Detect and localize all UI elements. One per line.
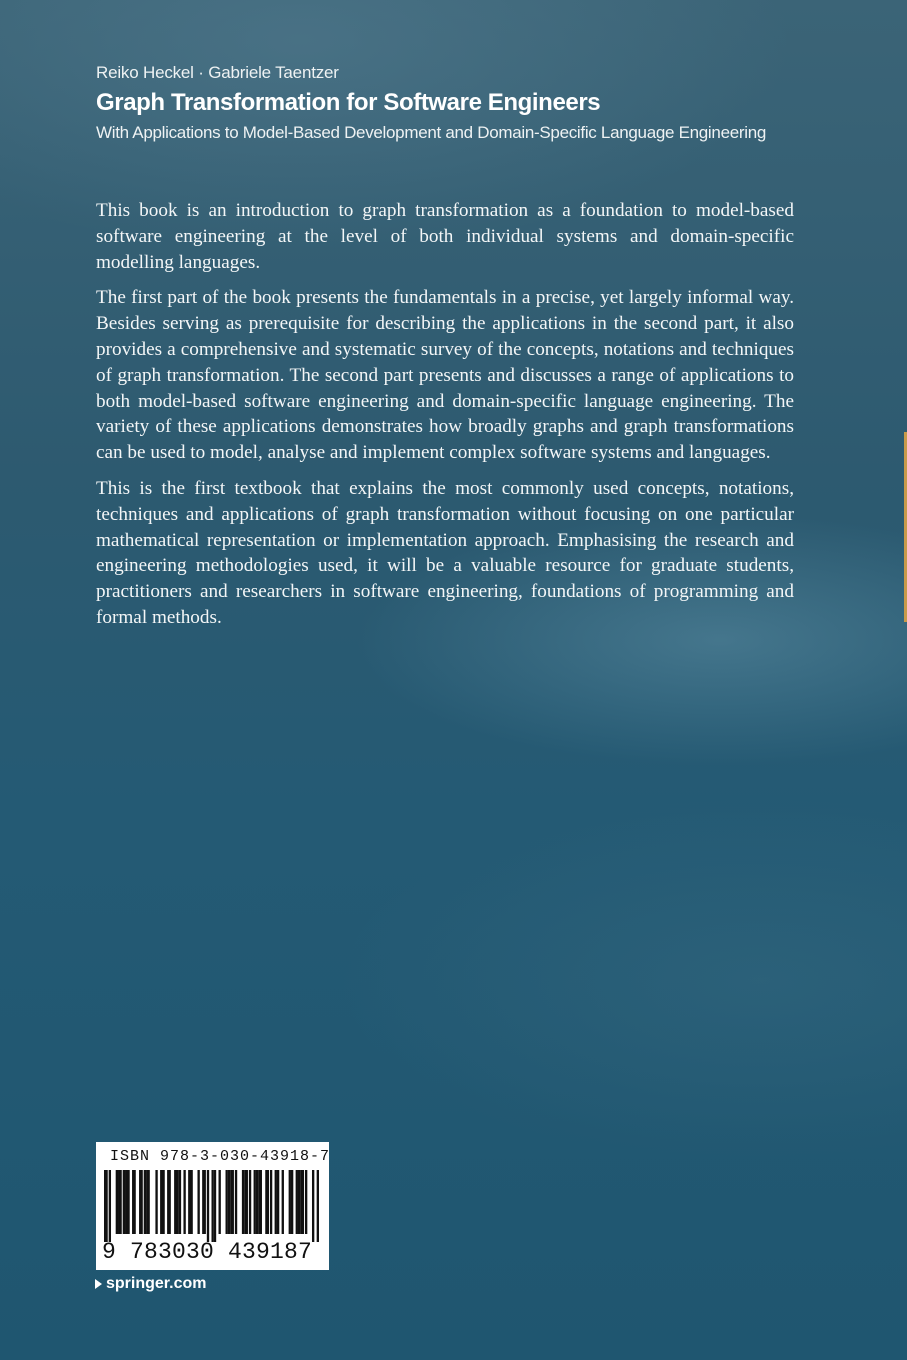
barcode-bar	[179, 1170, 181, 1234]
barcode-bar	[317, 1170, 319, 1242]
barcode-bar	[109, 1170, 111, 1242]
barcode-bar	[226, 1170, 228, 1234]
barcode-bar	[144, 1170, 146, 1234]
barcode-bar	[291, 1170, 293, 1234]
barcode-bar	[289, 1170, 291, 1234]
barcode-bar	[265, 1170, 269, 1234]
barcode-bar	[244, 1170, 248, 1234]
barcode-bar	[127, 1170, 129, 1234]
blurb-paragraph-2: The first part of the book presents the fundamentals in a precise, yet largely informal way. Besides serving as prerequisite for describing the applications in the second part, it also provides a comprehensive and systematic survey of the concepts, notations and techniques of graph transformation. The second part presents and discusses a range of applications to both model-based software engineering and domain-specific language engineering. The variety of these applications demonstrates how broadly graphs and graph transformations can be used to model, analyse and implement complex software systems and languages.	[96, 287, 794, 464]
barcode-bar	[230, 1170, 234, 1234]
barcode-bar	[298, 1170, 300, 1234]
barcode-bar	[146, 1170, 150, 1234]
authors: Reiko Heckel · Gabriele Taentzer	[96, 63, 339, 82]
barcode-bar	[219, 1170, 221, 1234]
blurb-paragraph-3: This is the first textbook that explains the most commonly used concepts, notations, techniques and applications of graph transformation without focusing on one particular mathematical representation or implementation approach. Emphasising the research and engineering methodologies used, it will be a valuable resource for graduate students, practitioners and researchers in software engineering, foundations of programming and formal methods.	[96, 477, 794, 628]
publisher-link[interactable]	[95, 1275, 206, 1293]
publisher-url: springer.com	[106, 1275, 207, 1292]
barcode-bar	[275, 1170, 277, 1234]
barcode-bar	[249, 1170, 251, 1234]
book-subtitle: With Applications to Model-Based Development and Domain-Specific Language Engineering	[96, 123, 767, 142]
isbn-label: ISBN 978-3-030-43918-7	[110, 1148, 331, 1165]
barcode-bar	[254, 1170, 256, 1234]
barcode-bar	[282, 1170, 284, 1234]
barcode-bar	[242, 1170, 244, 1234]
barcode-bar	[155, 1170, 157, 1234]
barcode-bar	[123, 1170, 125, 1234]
barcode-bar	[162, 1170, 164, 1234]
barcode-bar	[214, 1170, 216, 1242]
barcode-digits: 9 783030 439187	[102, 1239, 313, 1265]
barcode-bar	[305, 1170, 307, 1234]
barcode-bar	[277, 1170, 279, 1234]
barcode-bar	[202, 1170, 206, 1234]
arrow-right-icon	[95, 1279, 102, 1289]
barcode-bar	[183, 1170, 185, 1234]
barcode-bar	[312, 1170, 314, 1242]
barcode-bar	[235, 1170, 237, 1234]
blurb-text	[96, 198, 794, 641]
barcode-bar	[176, 1170, 178, 1234]
barcode-bar	[190, 1170, 192, 1234]
barcode-bar	[270, 1170, 272, 1234]
cover-header	[96, 63, 856, 143]
barcode-bar	[197, 1170, 199, 1234]
barcode-bar	[212, 1170, 214, 1242]
barcode-bar	[118, 1170, 122, 1234]
barcode-bar	[228, 1170, 230, 1234]
book-title: Graph Transformation for Software Engineers	[96, 89, 601, 116]
barcode-bar	[104, 1170, 108, 1242]
barcode-bar	[258, 1170, 262, 1234]
barcode-bar	[139, 1170, 143, 1234]
barcode-bar	[256, 1170, 258, 1234]
isbn-barcode	[96, 1142, 329, 1270]
barcode-bar	[116, 1170, 118, 1234]
barcode-bar	[207, 1170, 209, 1242]
barcode-bar	[296, 1170, 298, 1234]
barcode-bars	[104, 1170, 319, 1242]
barcode-bar	[300, 1170, 304, 1234]
blurb-paragraph-1: This book is an introduction to graph transformation as a foundation to model-based software engineering at the level of both individual systems and domain-specific modelling languages.	[96, 200, 794, 273]
barcode-bar	[132, 1170, 136, 1234]
barcode-bar	[167, 1170, 171, 1234]
